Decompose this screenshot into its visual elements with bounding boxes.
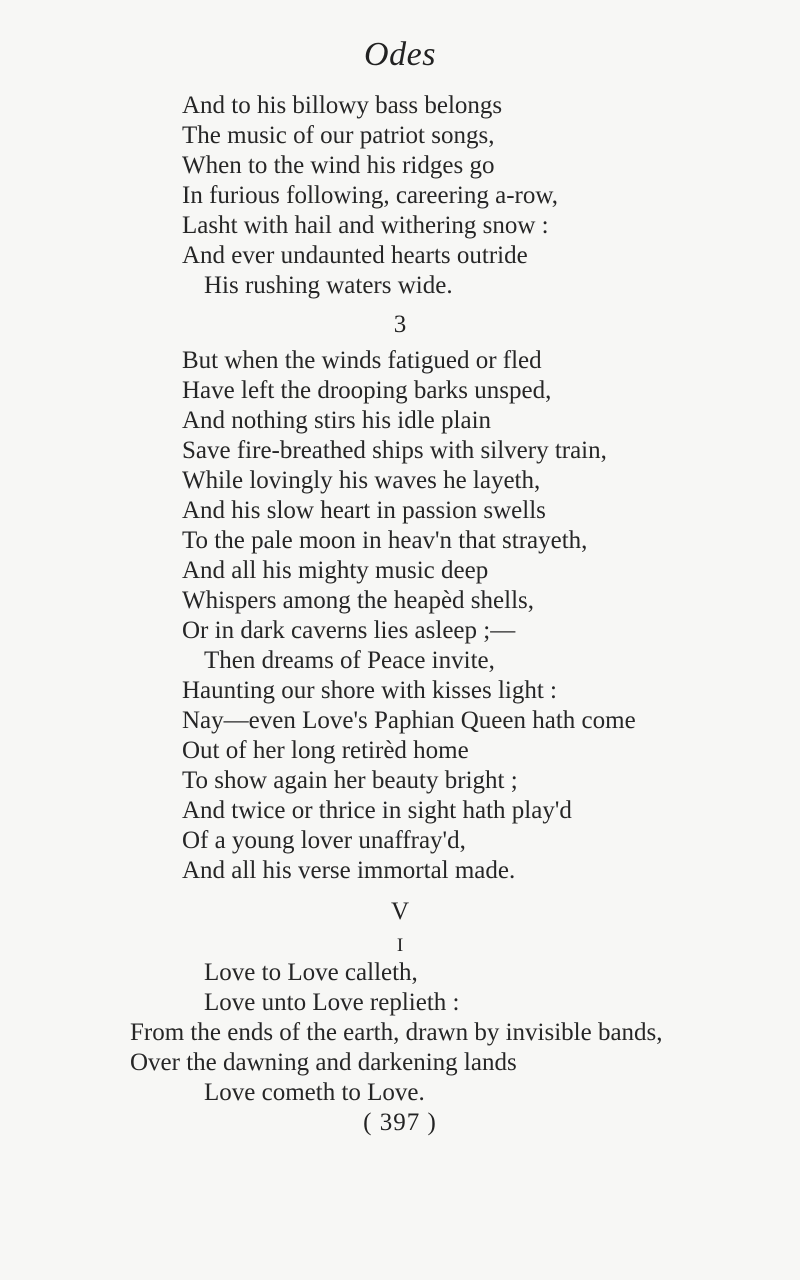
page-number: ( 397 ): [363, 1109, 437, 1136]
verse-line: And twice or thrice in sight hath play'd: [182, 797, 572, 824]
verse-line: When to the wind his ridges go: [182, 152, 495, 179]
verse-line: Over the dawning and darkening lands: [130, 1049, 517, 1076]
verse-line: Nay—even Love's Paphian Queen hath come: [182, 707, 636, 734]
verse-line: Of a young lover unaffray'd,: [182, 827, 466, 854]
stanza-number: 3: [393, 311, 407, 338]
section-numeral: V: [390, 898, 410, 925]
running-head: Odes: [364, 36, 436, 73]
stanza-number: I: [396, 935, 404, 956]
verse-line: Save fire-breathed ships with silvery train,: [182, 437, 607, 464]
verse-line: In furious following, careering a-row,: [182, 182, 559, 209]
verse-line: Then dreams of Peace invite,: [204, 647, 495, 674]
verse-line: Whispers among the heapèd shells,: [182, 587, 534, 614]
verse-line: And all his mighty music deep: [182, 557, 489, 584]
verse-line: Love cometh to Love.: [204, 1079, 425, 1106]
verse-line: And nothing stirs his idle plain: [182, 407, 492, 434]
verse-line: His rushing waters wide.: [204, 272, 453, 299]
verse-line: Lasht with hail and withering snow :: [182, 212, 549, 239]
verse-line: Love unto Love replieth :: [204, 989, 460, 1016]
verse-line: To show again her beauty bright ;: [182, 767, 518, 794]
verse-line: Have left the drooping barks unsped,: [182, 377, 552, 404]
verse-line: And ever undaunted hearts outride: [182, 242, 528, 269]
verse-line: To the pale moon in heav'n that strayeth,: [182, 527, 588, 554]
verse-line: Or in dark caverns lies asleep ;—: [182, 617, 516, 644]
verse-line: The music of our patriot songs,: [182, 122, 495, 149]
verse-line: While lovingly his waves he layeth,: [182, 467, 541, 494]
verse-line: And his slow heart in passion swells: [182, 497, 546, 524]
verse-line: Love to Love calleth,: [204, 959, 418, 986]
verse-line: And all his verse immortal made.: [182, 857, 516, 884]
verse-line: And to his billowy bass belongs: [182, 92, 503, 119]
verse-line: But when the winds fatigued or fled: [182, 347, 542, 374]
verse-line: From the ends of the earth, drawn by invisible bands,: [130, 1019, 663, 1046]
verse-line: Haunting our shore with kisses light :: [182, 677, 557, 704]
verse-line: Out of her long retirèd home: [182, 737, 469, 764]
